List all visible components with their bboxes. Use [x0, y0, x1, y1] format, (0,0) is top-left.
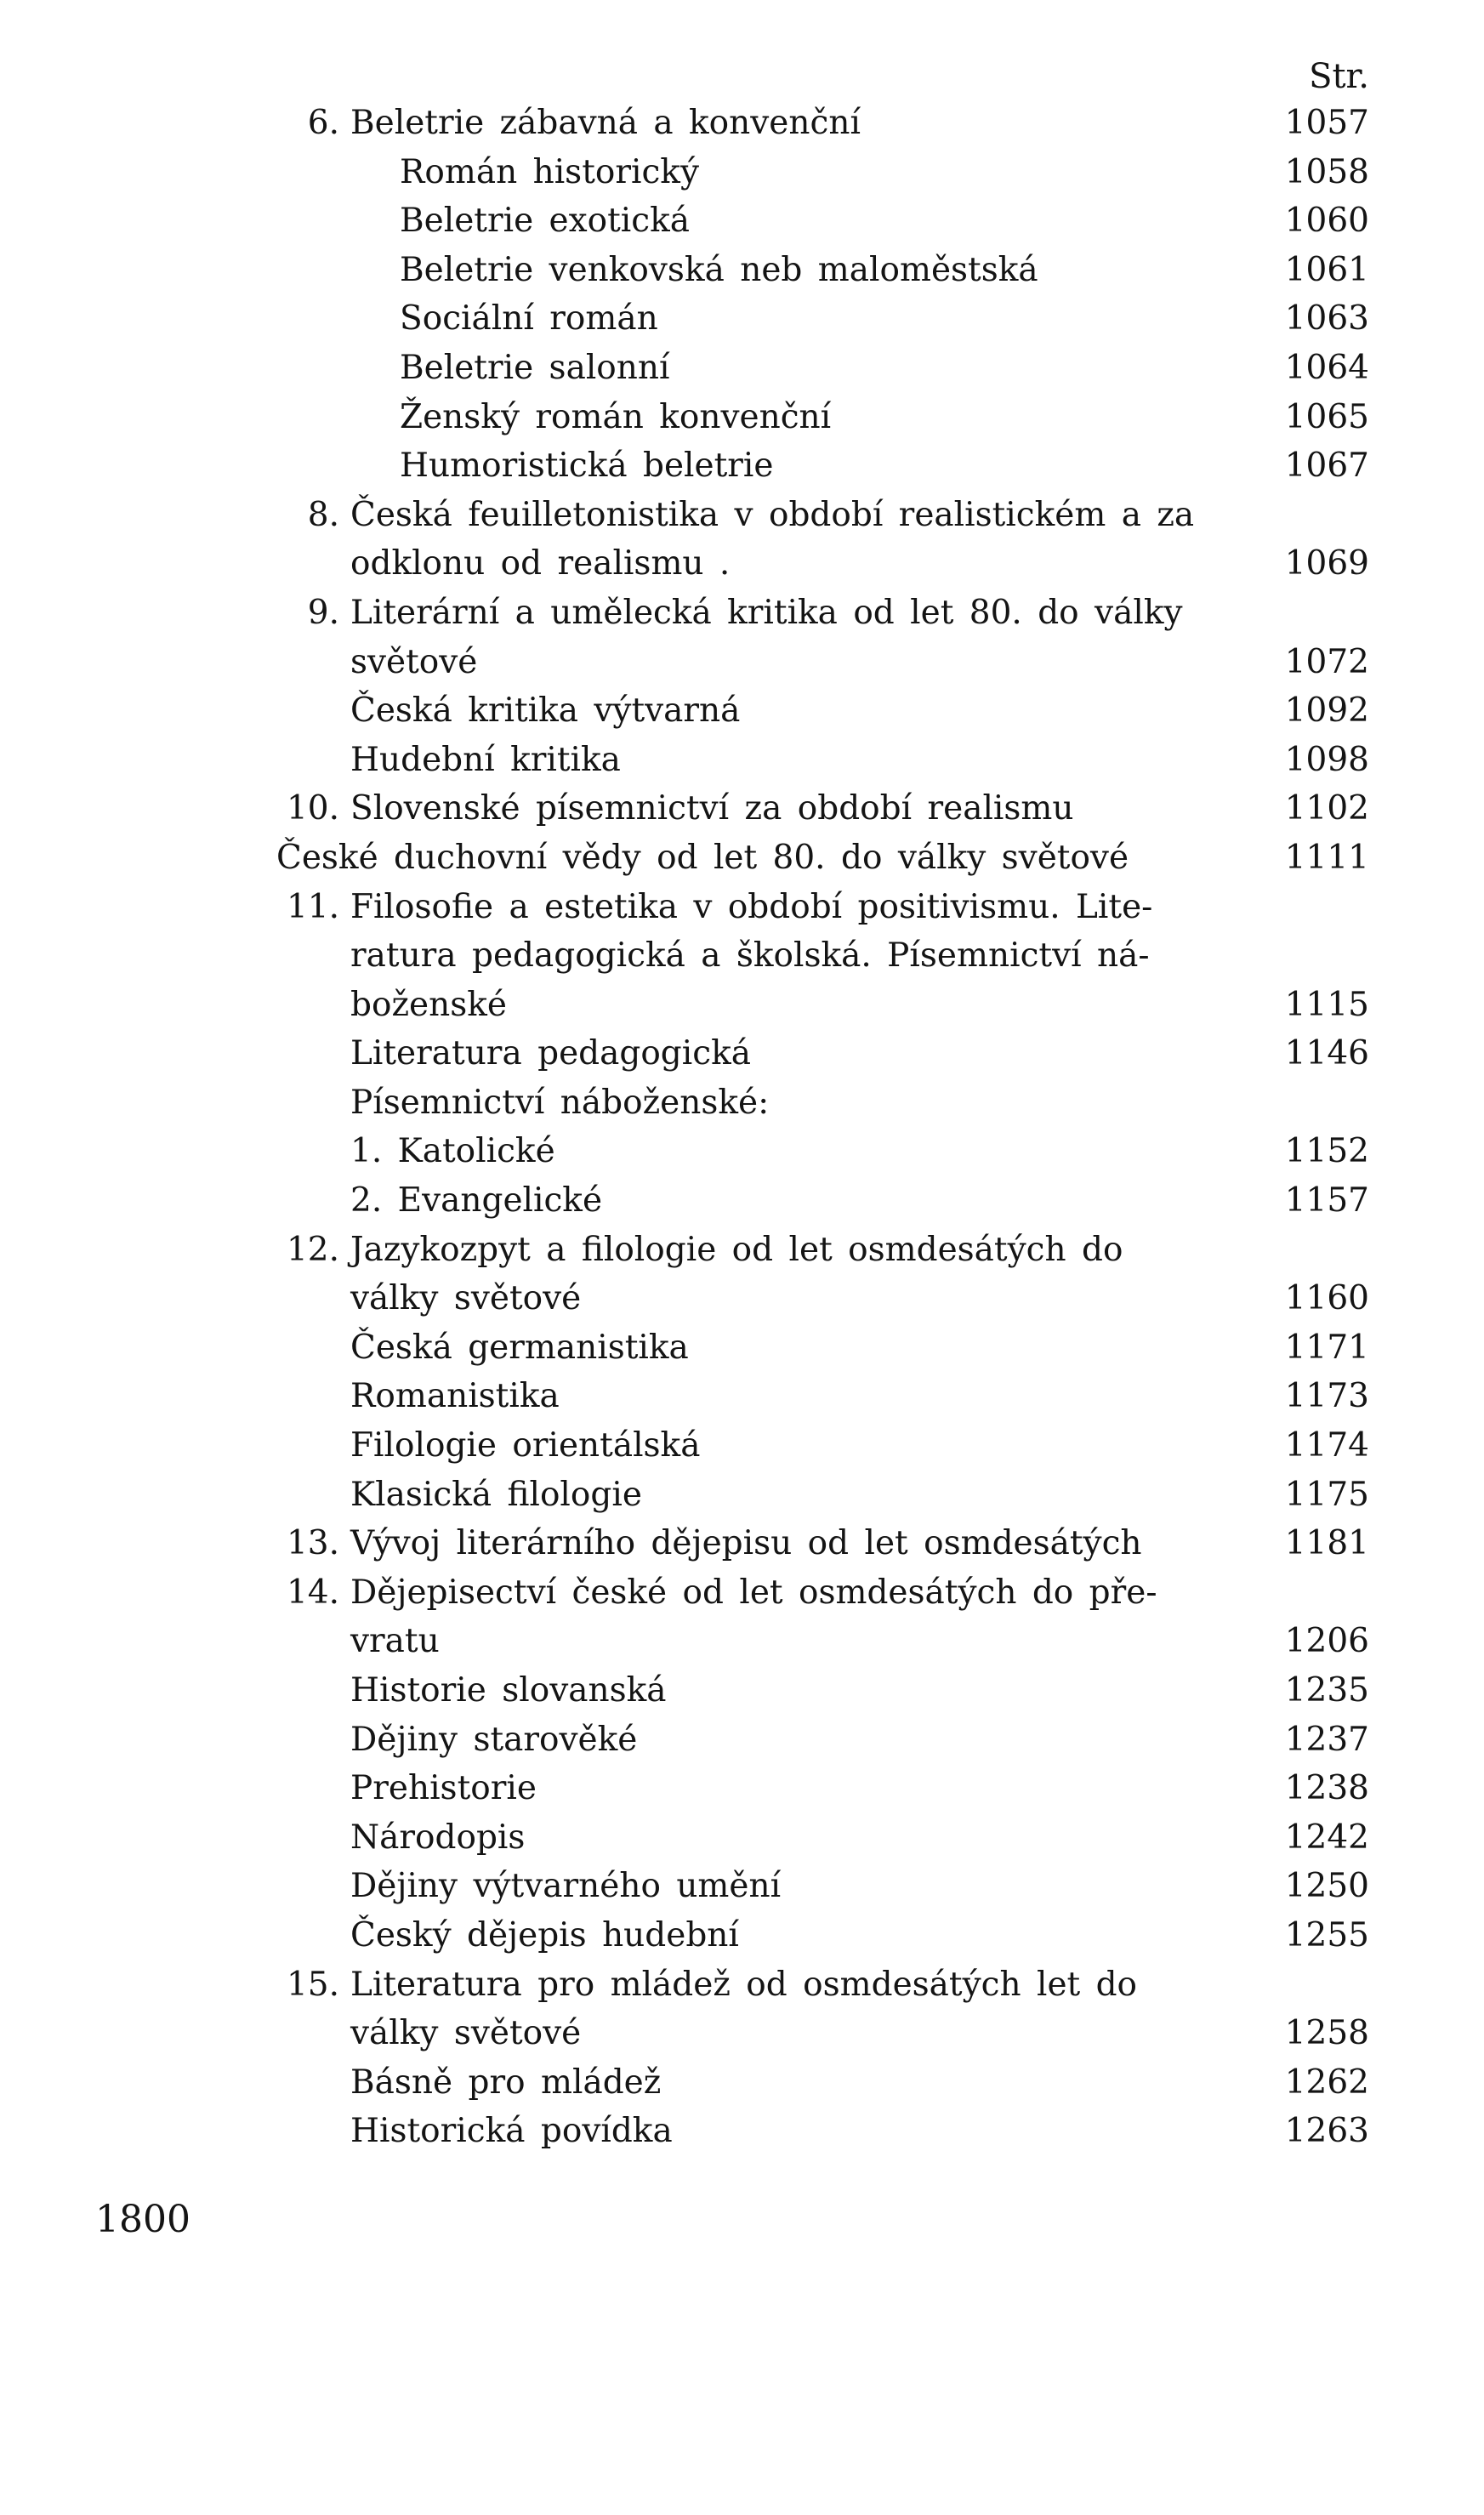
entry-title: Národopis: [350, 1818, 526, 1857]
entry-title: Dějiny starověké: [350, 1720, 638, 1759]
entry-title: Klasická filologie: [350, 1475, 642, 1514]
entry-page: 1111: [1284, 838, 1369, 877]
entry-title: Literatura pro mládež od osmdesátých let do: [350, 1965, 1138, 2004]
entry-page: 1063: [1284, 299, 1369, 339]
entry-number: 9.: [307, 593, 339, 632]
toc-entry: [0, 1862, 1484, 1911]
entry-title: boženské: [350, 985, 507, 1024]
entry-page: 1263: [1284, 2112, 1369, 2151]
entry-page: 1058: [1284, 152, 1369, 191]
toc-entry: [0, 1274, 1484, 1323]
entry-page: 1115: [1284, 985, 1369, 1024]
entry-title: války světové: [350, 2014, 582, 2053]
entry-page: 1064: [1284, 348, 1369, 387]
toc-entry: [0, 931, 1484, 981]
entry-page: 1238: [1284, 1769, 1369, 1808]
entry-number: 12.: [286, 1230, 339, 1269]
toc-entry: [0, 539, 1484, 589]
entry-title: Vývoj literárního dějepisu od let osmdesátých: [350, 1524, 1142, 1563]
toc-entry: [0, 1078, 1484, 1128]
toc-entry: [0, 196, 1484, 246]
entry-page: 1171: [1284, 1328, 1369, 1367]
entry-page: 1072: [1284, 642, 1369, 681]
entry-page: 1206: [1284, 1622, 1369, 1661]
entry-title: Romanistika: [350, 1377, 560, 1416]
toc-entry: [0, 1372, 1484, 1421]
entry-title: Beletrie zábavná a konvenční: [350, 104, 861, 142]
toc-entry: [0, 246, 1484, 295]
toc-entry: [0, 441, 1484, 491]
page-column-header: Str.: [1309, 57, 1369, 96]
toc-entry: [0, 1519, 1484, 1568]
entry-number: 13.: [286, 1524, 339, 1563]
entry-title: Česká germanistika: [350, 1328, 689, 1367]
toc-entry: [0, 1323, 1484, 1373]
entry-page: 1174: [1284, 1426, 1369, 1465]
toc-entry: [0, 589, 1484, 638]
entry-page: 1235: [1284, 1671, 1369, 1710]
toc-entry: [0, 1813, 1484, 1863]
toc-entry: [0, 1226, 1484, 1275]
toc-entry: [0, 393, 1484, 442]
entry-page: 1255: [1284, 1915, 1369, 1955]
toc-entry: [0, 2009, 1484, 2058]
entry-title: Beletrie salonní: [400, 348, 670, 387]
toc-entry: [0, 1911, 1484, 1960]
entry-title: Historická povídka: [350, 2112, 673, 2151]
entry-title: České duchovní vědy od let 80. do války světové: [276, 838, 1129, 877]
toc-entry: [0, 2107, 1484, 2156]
entry-number: 10.: [286, 789, 339, 828]
toc-entry: [0, 148, 1484, 197]
entry-page: 1242: [1284, 1818, 1369, 1857]
entry-page: 1069: [1284, 544, 1369, 583]
toc-entry: [0, 736, 1484, 785]
entry-page: 1067: [1284, 447, 1369, 486]
toc-entry: [0, 686, 1484, 736]
entry-page: 1237: [1284, 1720, 1369, 1759]
entry-title: Dějiny výtvarného umění: [350, 1867, 782, 1906]
entry-number: 6.: [307, 104, 339, 142]
entry-title: Literární a umělecká kritika od let 80. do války: [350, 593, 1183, 632]
entry-title: Sociální román: [400, 299, 658, 339]
entry-title: Beletrie venkovská neb maloměstská: [400, 250, 1038, 289]
toc-entry: [0, 1176, 1484, 1226]
toc-entry: [0, 294, 1484, 344]
entry-number: 15.: [286, 1965, 339, 2004]
entry-page: 1098: [1284, 740, 1369, 779]
entry-title: Česká kritika výtvarná: [350, 691, 741, 731]
entry-title: Historie slovanská: [350, 1671, 667, 1710]
entry-title: Román historický: [400, 152, 699, 191]
entry-number: 8.: [307, 495, 339, 534]
entry-page: 1102: [1284, 789, 1369, 828]
entry-title: 1. Katolické: [350, 1132, 555, 1171]
entry-page: 1146: [1284, 1034, 1369, 1073]
entry-page: 1057: [1284, 104, 1369, 142]
entry-title: Česká feuilletonistika v období realistickém a za: [350, 495, 1195, 534]
toc-entry: [0, 1716, 1484, 1765]
entry-page: 1181: [1284, 1524, 1369, 1563]
entry-page: 1152: [1284, 1132, 1369, 1171]
toc-entry: [0, 1471, 1484, 1520]
toc-entry: [0, 99, 1484, 148]
toc-entry: [0, 784, 1484, 834]
entry-number: 14.: [286, 1573, 339, 1612]
entry-title: Prehistorie: [350, 1769, 537, 1808]
entry-title: Beletrie exotická: [400, 202, 690, 241]
table-of-contents: [0, 99, 1484, 2156]
entry-page: 1173: [1284, 1377, 1369, 1416]
toc-entry: [0, 1568, 1484, 1618]
entry-title: Filologie orientálská: [350, 1426, 701, 1465]
entry-page: 1157: [1284, 1181, 1369, 1221]
entry-title: Dějepisectví české od let osmdesátých do pře-: [350, 1573, 1157, 1612]
entry-page: 1262: [1284, 2063, 1369, 2102]
entry-page: 1061: [1284, 250, 1369, 289]
entry-page: 1065: [1284, 397, 1369, 436]
toc-entry: [0, 1666, 1484, 1716]
entry-title: Písemnictví náboženské:: [350, 1083, 770, 1122]
entry-page: 1258: [1284, 2014, 1369, 2053]
entry-page: 1060: [1284, 202, 1369, 241]
entry-page: 1160: [1284, 1279, 1369, 1318]
entry-title: 2. Evangelické: [350, 1181, 603, 1221]
toc-entry: [0, 1764, 1484, 1813]
entry-title: války světové: [350, 1279, 582, 1318]
entry-title: ratura pedagogická a školská. Písemnictví ná-: [350, 936, 1150, 976]
toc-entry: [0, 883, 1484, 932]
toc-entry: [0, 1617, 1484, 1666]
entry-title: Filosofie a estetika v období positivismu. Lite-: [350, 887, 1153, 926]
entry-page: 1175: [1284, 1475, 1369, 1514]
entry-page: 1092: [1284, 691, 1369, 731]
entry-number: 11.: [286, 887, 339, 926]
toc-entry: [0, 2058, 1484, 2108]
entry-page: 1250: [1284, 1867, 1369, 1906]
toc-entry: [0, 491, 1484, 540]
toc-entry: [0, 1960, 1484, 2010]
toc-entry: [0, 1029, 1484, 1078]
toc-entry: [0, 344, 1484, 393]
entry-title: odklonu od realismu .: [350, 544, 731, 583]
page-number: 1800: [95, 2198, 190, 2241]
toc-entry: [0, 981, 1484, 1030]
toc-entry: [0, 834, 1484, 883]
entry-title: Ženský román konvenční: [400, 397, 832, 436]
entry-title: Básně pro mládež: [350, 2063, 662, 2102]
entry-title: Hudební kritika: [350, 740, 621, 779]
toc-entry: [0, 1127, 1484, 1176]
entry-title: vratu: [350, 1622, 440, 1661]
entry-title: Slovenské písemnictví za období realismu: [350, 789, 1074, 828]
toc-entry: [0, 638, 1484, 687]
entry-title: Jazykozpyt a filologie od let osmdesátých do: [350, 1230, 1123, 1269]
entry-title: Humoristická beletrie: [400, 447, 774, 486]
entry-title: světové: [350, 642, 478, 681]
toc-entry: [0, 1421, 1484, 1471]
entry-title: Český dějepis hudební: [350, 1915, 739, 1955]
entry-title: Literatura pedagogická: [350, 1034, 751, 1073]
